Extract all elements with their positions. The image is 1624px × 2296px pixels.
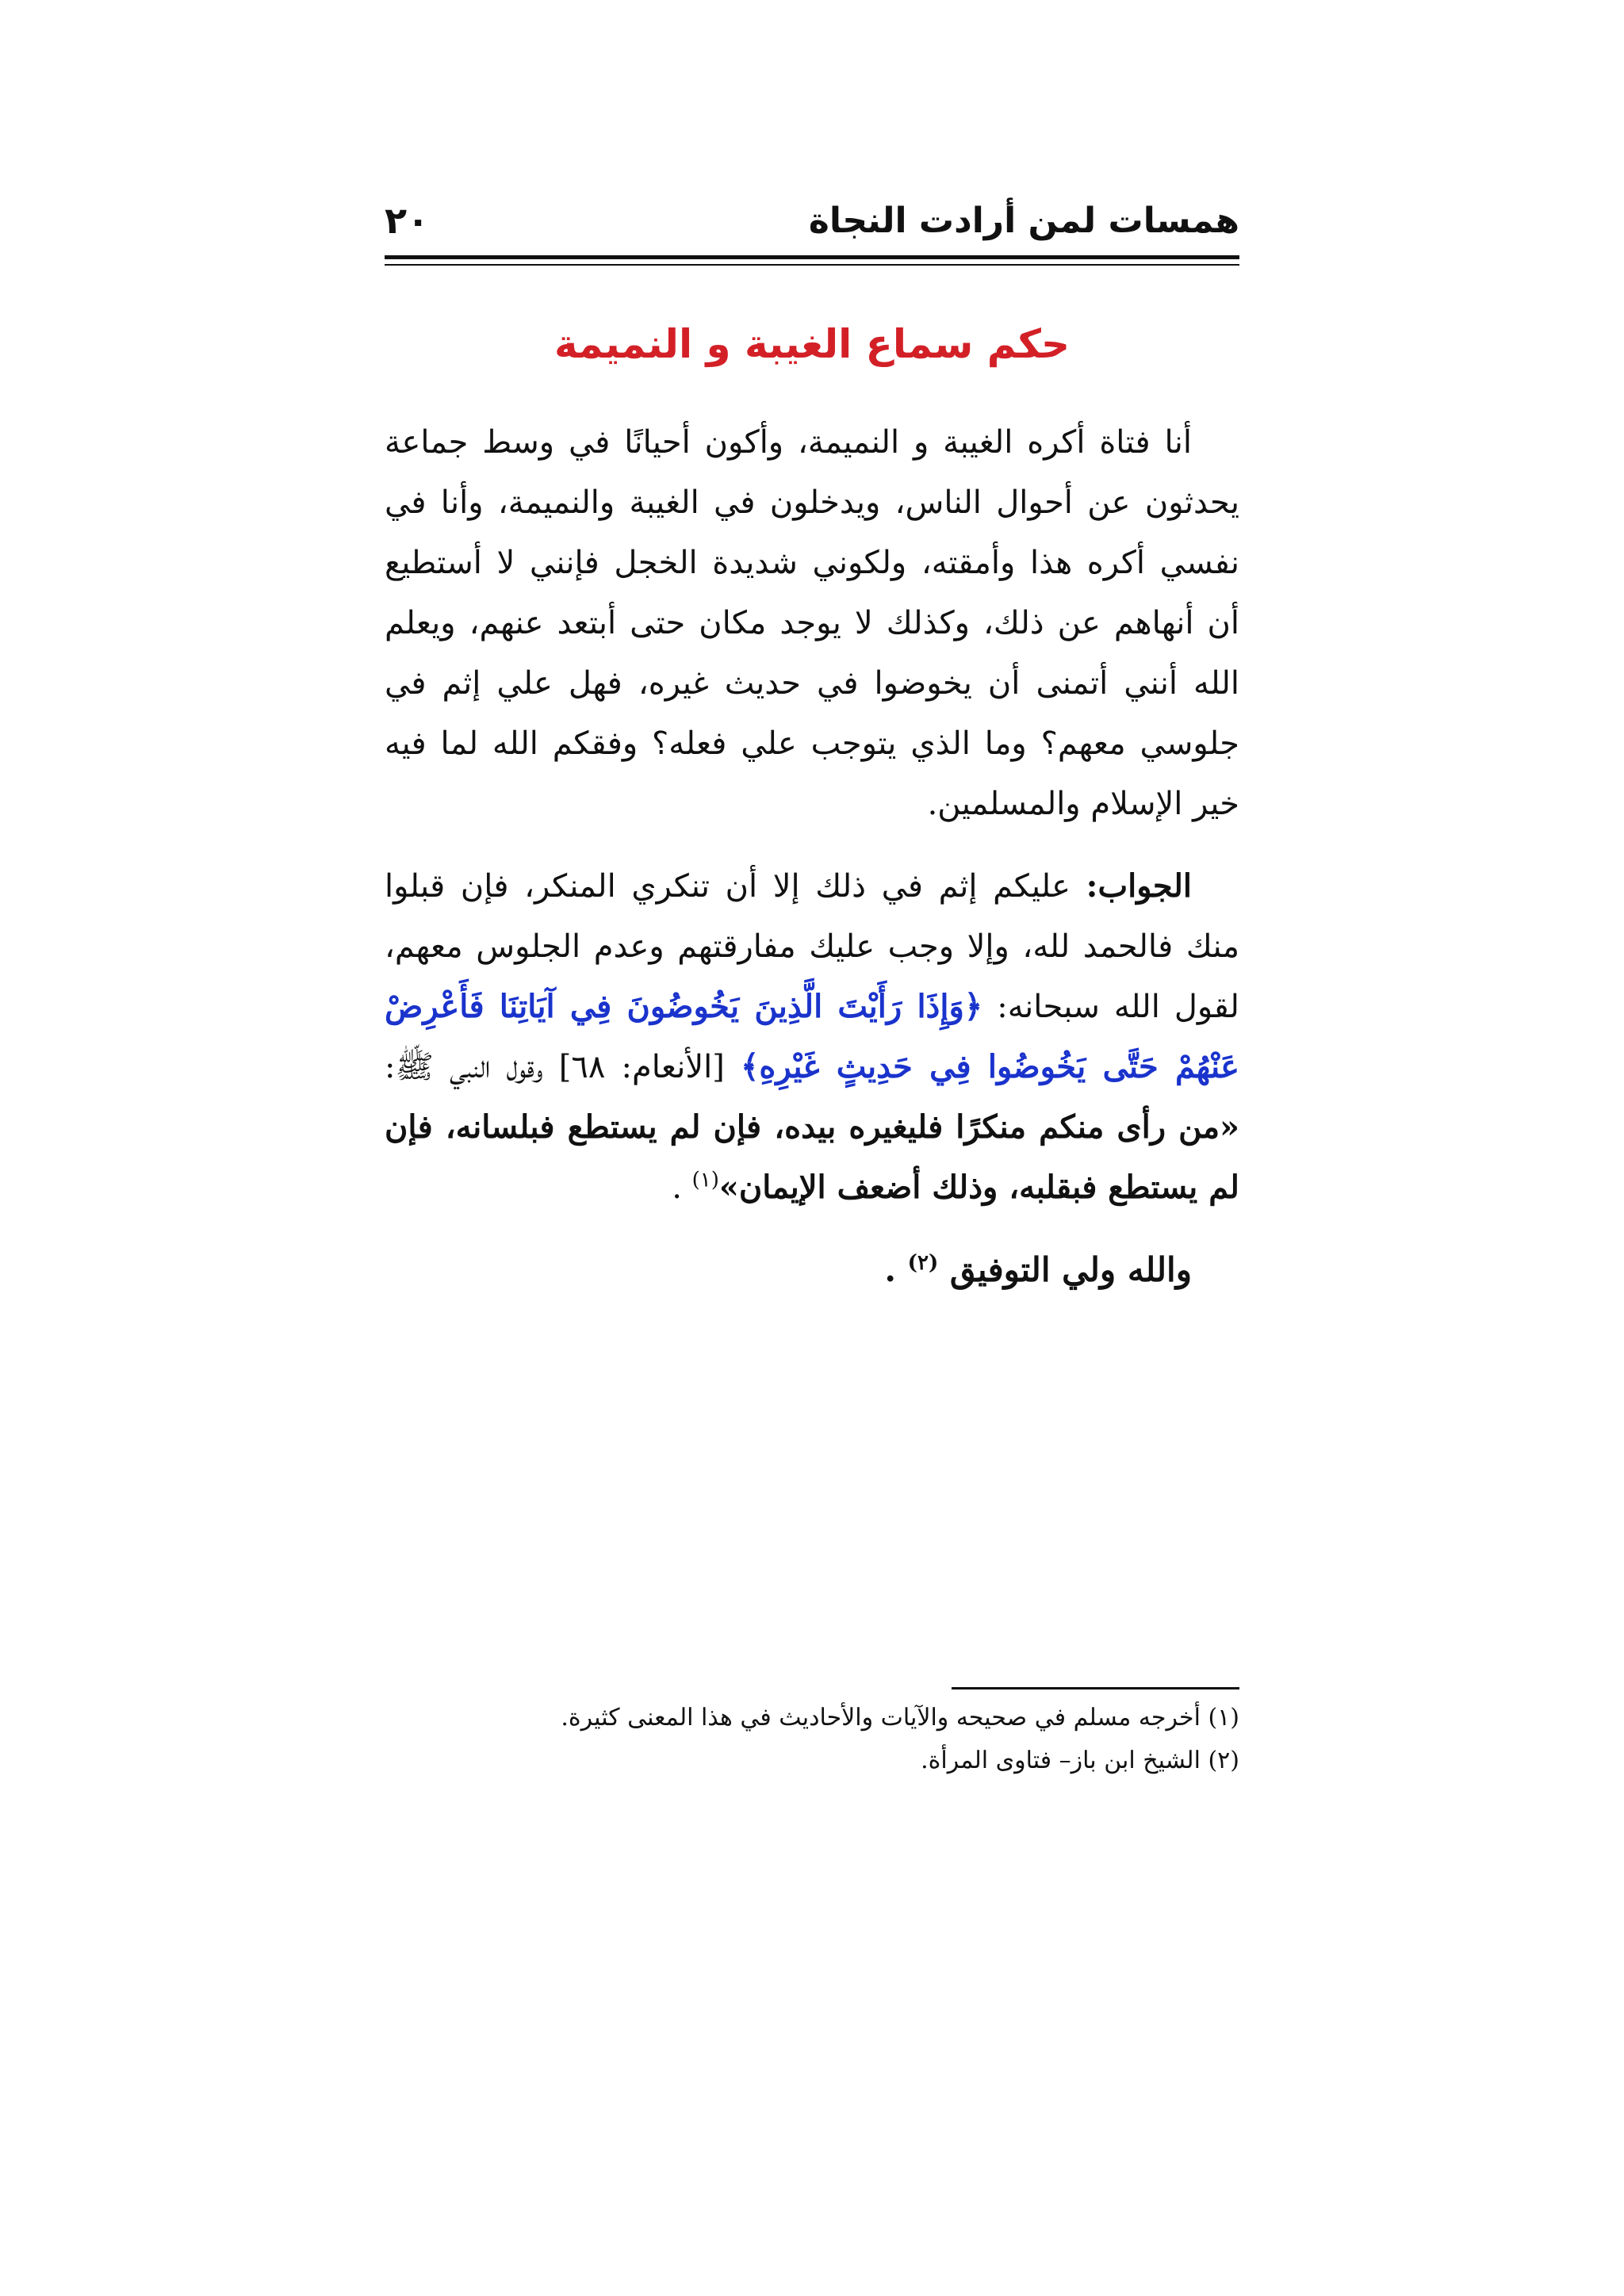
section-title: حكم سماع الغيبة و النميمة bbox=[553, 321, 1071, 367]
footnotes bbox=[385, 1697, 1239, 1782]
answer-end-period: . bbox=[672, 1169, 692, 1206]
prophet-intro: وقول النبي ﷺ: bbox=[385, 1049, 543, 1085]
quran-verse: ﴿وَإِذَا رَأَيْتَ الَّذِينَ يَخُوضُونَ فِي آيَاتِنَا فَأَعْرِضْ عَنْهُمْ حَتَّى يَخُوضُوا فِي حَدِيثٍ غَيْرِهِ﴾ bbox=[385, 988, 1239, 1085]
footnote-marker-1[interactable]: (١) bbox=[691, 1168, 719, 1192]
header-rule-thin bbox=[385, 264, 1239, 266]
footnote-separator bbox=[952, 1687, 1239, 1689]
page-number: ٢٠ bbox=[385, 199, 430, 242]
closing-line bbox=[385, 1240, 1239, 1300]
hadith-text: «من رأى منكم منكرًا فليغيره بيده، فإن لم يستطع فبلسانه، فإن لم يستطع فبقلبه، وذلك أضعف الإيمان» bbox=[385, 1108, 1239, 1206]
answer-paragraph bbox=[385, 856, 1239, 1218]
closing-text: والله ولي التوفيق bbox=[938, 1250, 1192, 1289]
footnote-1: (١) أخرجه مسلم في صحيحه والآيات والأحاديث في هذا المعنى كثيرة. bbox=[561, 1704, 1239, 1732]
footnote-marker-2[interactable]: (٢) bbox=[907, 1251, 939, 1275]
footnote-2: (٢) الشيخ ابن باز– فتاوى المرأة. bbox=[921, 1747, 1239, 1774]
header-rule-thick bbox=[385, 255, 1239, 259]
answer-label: الجواب: bbox=[1086, 867, 1192, 905]
closing-end-period: . bbox=[884, 1250, 908, 1289]
answer-intro: عليكم إثم في ذلك إلا أن تنكري المنكر، فإن قبلوا منك فالحمد لله، وإلا وجب عليك مفارقتهم وعدم الجلوس معهم، لقول الله سبحانه: bbox=[385, 868, 1239, 1025]
body-text bbox=[385, 412, 1239, 1322]
question-paragraph: أنا فتاة أكره الغيبة و النميمة، وأكون أحيانًا في وسط جماعة يحدثون عن أحوال الناس، ويدخلون في الغيبة والنميمة، وأنا في نفسي أكره هذا وأمقته، ولكوني شديدة الخجل فإنني لا أستطيع أن أنهاهم عن ذلك، وكذلك لا يوجد مكان حتى أبتعد عنهم، ويعلم الله أنني أتمنى أن يخوضوا في حديث غيره، فهل علي إثم في جلوسي معهم؟ وما الذي يتوجب علي فعله؟ وفقكم الله لما فيه خير الإسلام والمسلمين. bbox=[385, 424, 1239, 822]
verse-reference: [الأنعام: ٦٨] bbox=[542, 1049, 741, 1085]
running-header bbox=[385, 189, 1239, 252]
book-title: همسات لمن أرادت النجاة bbox=[808, 200, 1239, 241]
